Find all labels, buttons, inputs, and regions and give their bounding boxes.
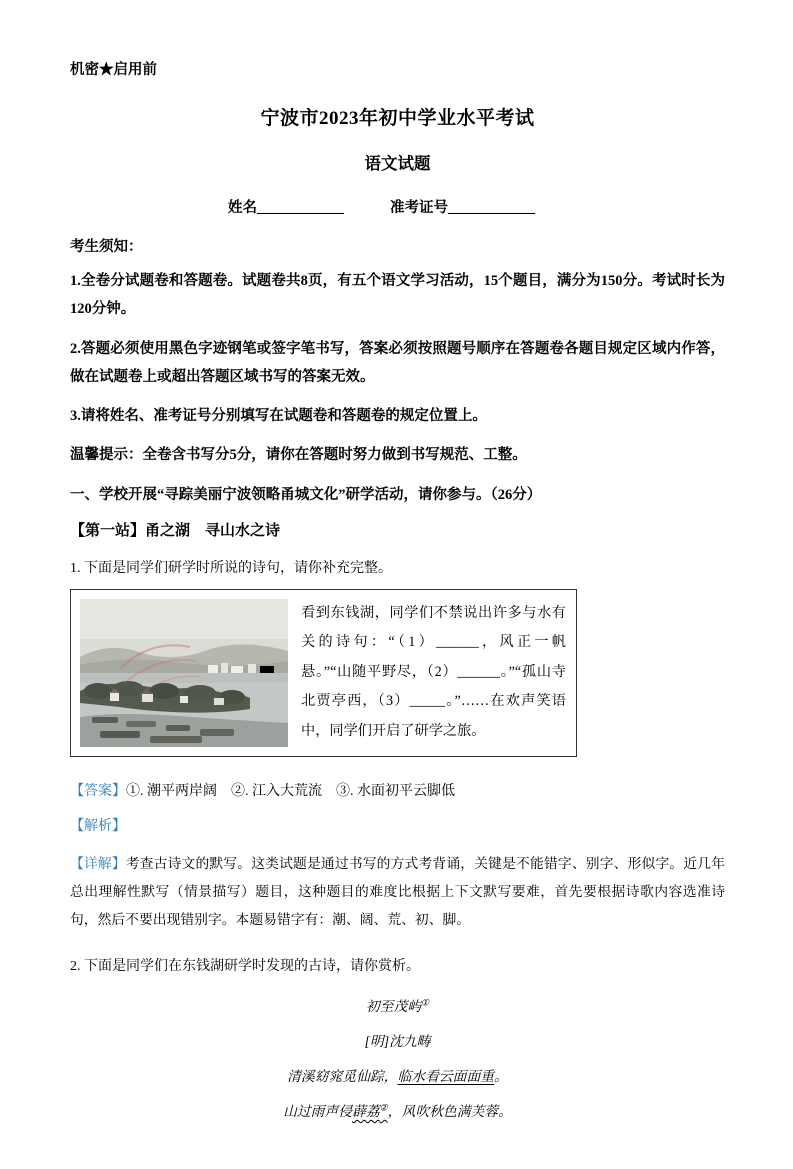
lake-photo — [80, 599, 288, 747]
name-field: 姓名____________ — [228, 200, 344, 216]
analysis-label-row — [70, 814, 725, 841]
detail-text: 考查古诗文的默写。这类试题是通过书写的方式考背诵，关键是不能错字、别字、形似字。近几年总出理解性默写（情景描写）题目，这种题目的难度比根据上下文默写要难，首先要根据诗歌内容选准诗句，然后不要出现错别字。本题易错字有：潮、阔、荒、初、脚。 — [70, 855, 726, 928]
poem-author-line — [70, 1024, 725, 1059]
question1-box — [70, 589, 577, 757]
poem-line2-wavy-text: 薜荔 — [352, 1104, 380, 1120]
poem-line1-pre: 清溪窈窕觅仙踪， — [287, 1068, 398, 1084]
poem-title-line — [70, 989, 725, 1024]
warm-tip: 温馨提示：全卷含书写分5分，请你在答题时努力做到书写规范、工整。 — [70, 447, 527, 464]
candidate-info-row — [70, 196, 725, 217]
poem-couplet-2 — [70, 1094, 725, 1129]
notice-item-1: 1.全卷分试题卷和答题卷。试题卷共8页，有五个语文学习活动，15个题目，满分为150分。考试时长为120分钟。 — [70, 273, 725, 318]
answer-row — [70, 779, 725, 806]
poem-title-text: 初至茂屿 — [365, 998, 422, 1014]
notice-item-3: 3.请将姓名、准考证号分别填写在试题卷和答题卷的规定位置上。 — [70, 408, 487, 425]
answer-label: 【答案】 — [70, 783, 126, 799]
poem-line1-underlined: 临水看云面面重 — [397, 1068, 495, 1084]
notice-item-2: 2.答题必须使用黑色字迹钢笔或签字笔书写，答案必须按照题号顺序在答题卷各题目规定区域内作答，做在试题卷上或超出答题区域书写的答案无效。 — [70, 340, 725, 385]
poem-line1-post: 。 — [494, 1068, 508, 1084]
station-one-heading: 【第一站】甬之湖 寻山水之诗 — [70, 522, 281, 539]
notice-heading: 考生须知： — [70, 239, 143, 255]
poem-line2-post: ，风吹秋色满芙蓉。 — [387, 1104, 512, 1120]
poem-line2-note: ② — [379, 1102, 388, 1113]
section-one-heading: 一、学校开展“寻踪美丽宁波领略甬城文化”研学活动，请你参与。（26分） — [70, 486, 542, 503]
exam-title: 宁波市2023年初中学业水平考试 — [260, 108, 535, 129]
exam-subtitle: 语文试题 — [364, 154, 431, 173]
poem-couplet-1 — [70, 1059, 725, 1094]
poem-author: [明]沈九畴 — [364, 1033, 431, 1049]
question2-stem: 2. 下面是同学们在东钱湖研学时发现的古诗，请你赏析。 — [70, 958, 420, 974]
answer-text: ①. 潮平两岸阔 ②. 江入大荒流 ③. 水面初平云脚低 — [126, 783, 455, 799]
detail-label: 【详解】 — [70, 855, 126, 871]
question1-stem: 1. 下面是同学们研学时所说的诗句，请你补充完整。 — [70, 560, 392, 576]
ticket-number-field: 准考证号____________ — [390, 200, 535, 216]
detail-paragraph — [70, 850, 725, 935]
poem-title-note: ① — [421, 997, 430, 1008]
poem-line2-pre: 山过雨声侵 — [283, 1104, 353, 1120]
analysis-label: 【解析】 — [70, 819, 126, 835]
question1-passage: 看到东钱湖，同学们不禁说出许多与水有关的诗句：“（1）______，风正一帆悬。”“山随平野尽，（2）______。”“孤山寺北贾亭西，（3）_____。”……在欢声笑语中，同学们开启了研学之旅。 — [301, 604, 566, 739]
lake-photo-graphic — [80, 599, 288, 747]
confidential-notice: 机密★启用前 — [70, 62, 157, 78]
poem-line2-wavy-group — [352, 1104, 388, 1119]
poem-block — [70, 989, 725, 1130]
